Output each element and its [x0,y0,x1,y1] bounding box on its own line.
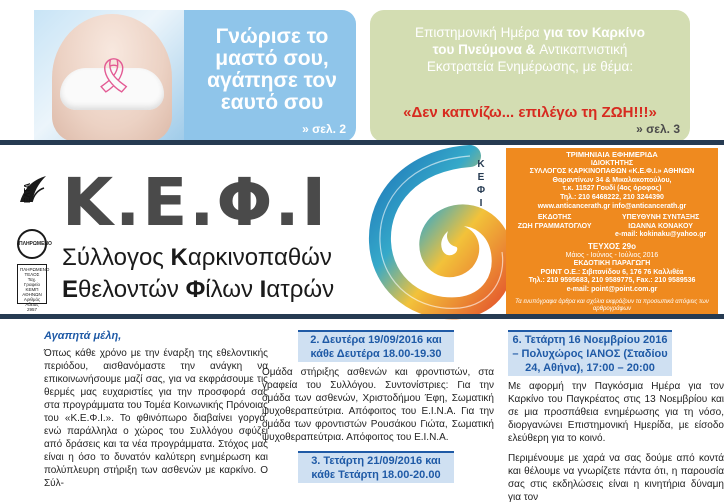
info-people [506,214,718,240]
info-owner: ΣΥΛΛΟΓΟΣ ΚΑΡΚΙΝΟΠΑΘΩΝ «Κ.Ε.Φ.Ι.» ΑΘΗΝΩΝ [529,168,695,176]
sub-text: ίλων [205,276,260,303]
column-2-text: Ομάδα στήριξης ασθενών και φροντιστών, στα γραφεία του Συλλόγου. Συντονίστριες: Για την ομάδα των ασθενών, Χριστοδήμου Έφη, Σωματική ψυχοθεραπεύτρια. Απόφοιτος του Ε.Ι.Ν.Α. Για την ομάδα των φροντιστών Ρουσάκου Γιώτα, Σωματική ψυχοθεραπεύτρια. Απόφοιτος του Ε.Ι.Ν.Α. [262,367,494,443]
headline-line: μαστό σου, [215,47,329,70]
sub-text: Σύλλογος [62,244,171,271]
editor-email[interactable]: e-mail: kokinaku@yahoo.gr [615,231,707,239]
info-footer: Τα ενυπόγραφα άρθρα και σχόλια εκφράζουν τα προσωπικά απόψεις των αρθρογράφων [515,298,709,312]
vertical-letter: Φ [476,185,486,196]
column-1-text: Όπως κάθε χρόνο με την έναρξη της εθελοντικής περιόδου, αισθανόμαστε την ανάγκη να επικοινωνήσουμε μαζί σας, για να εκφράσουμε τις θερμές μας ευχαριστίες για την προσφορά σας στα προγράμματα του Τομέα Κοινωνικής Πρόνοιας του «Κ.Ε.Φ.Ι.». Το φθινόπωρο διαβαίνει γοργά, ενώ παράλληλα ο χώρος του Συλλόγου σφύζει από δράσεις και τα νέα προγράμματα. Στόχος μας είναι η όσο το δυνατόν καλύτερη ενημέρωση και πολύπλευρη στήριξη των ασθενών με καρκίνο. Ο Σύλ- [44,348,268,489]
editor-label: ΥΠΕΥΘΥΝΗ ΣΥΝΤΑΞΗΣ [622,214,700,222]
spacer [262,444,494,451]
association-name-line1 [62,244,332,272]
column-3 [508,330,724,504]
printer-name: POINT Ο.Ε.: Σιβιτανίδου 6, 176 76 Καλλιθέα [540,268,684,276]
vertical-letter: Ε [477,172,485,183]
headline-line: αγάπησε τον [207,69,337,92]
column-1 [44,330,268,490]
info-owner-label: ΙΔΙΟΚΤΗΤΗΣ [590,159,634,167]
event-heading-6: 6. Τετάρτη 16 Νοεμβρίου 2016 – Πολυχώρος ΙΑΝΟΣ (Σταδίου 24, Αθήνα), 17:00 – 20:00 [508,330,672,376]
publisher-name: ΖΩΗ ΓΡΑΜΜΑΤΟΓΛΟΥ [517,222,592,230]
issue-number: ΤΕΥΧΟΣ 29ο [588,241,636,251]
vertical-letter: Ι [479,198,483,209]
column-3-text-2: Περιμένουμε με χαρά να σας δούμε από κοντά και θέλουμε να γνωρίζετε πάντα ότι, η παρουσία σας στις εκδηλώσεις είναι η κινητήρια δύναμη για τον [508,453,724,503]
sub-initial: Φ [185,276,206,303]
publication-info-box [506,148,718,316]
event-heading-2: 2. Δευτέρα 19/09/2016 και κάθε Δευτέρα 18.00-19.30 [298,330,454,362]
kefi-logo: Κ.Ε.Φ.Ι [62,164,329,241]
info-web[interactable]: www.anticancerath.gr info@anticancerath.gr [537,202,687,210]
printer-label: ΕΚΔΟΤΙΚΗ ΠΑΡΑΓΩΓΗ [573,260,651,268]
spacer [508,445,724,452]
info-type: ΤΡΙΜΗΝΙΑΙΑ ΕΦΗΜΕΡΙΔΑ [566,150,658,159]
headline-line: εαυτό σου [220,91,324,114]
spiral-shell-logo [372,150,508,314]
association-name-line2 [62,276,334,304]
event-title [378,24,682,75]
issue-date: Μάιος - Ιούνιος - Ιούλιος 2016 [565,251,659,259]
title-part: του Πνεύμονα & [432,42,540,57]
masthead-top-rule [0,140,724,145]
info-postal: τ.κ. 11527 Γουδί (4ος όροφος) [562,185,662,193]
printer-phone: Τηλ.: 210 9595683, 210 9589775, Fax.: 210 9589536 [528,277,696,285]
sub-text: θελοντών [78,276,186,303]
elta-label: ΕΛΤΑ [23,182,32,203]
publisher-label: ΕΚΔΟΤΗΣ [537,214,572,222]
elta-bird-icon [16,172,48,222]
page-ref-right[interactable]: » σελ. 3 [636,122,680,136]
vertical-letter: Κ [477,159,485,170]
title-part: Εκστρατεία Ενημέρωσης, με θέμα: [426,59,634,74]
sub-initial: Κ [170,244,188,271]
greeting: Αγαπητά μέλη, [44,330,122,342]
event-slogan: «Δεν καπνίζω... επιλέγω τη ΖΩΗ!!!» [403,104,657,121]
masthead-bottom-rule [0,314,724,319]
title-part: για τον Καρκίνο [543,25,645,40]
postage-rect-stamp: ΠΛΗΡΩΜΕΝΟ ΤΕΛΟΣ Ταχ. Γραφείο ΚΕΜΠ ΑΘΗΝΩΝ Αριθμός Άδειας 2957 [17,264,47,304]
postage-circle-stamp: ΠΛΗΡΩΜΕΝΟ [17,229,47,259]
title-part: Αντικαπνιστική [539,42,628,57]
column-3-text-1: Με αφορμή την Παγκόσμια Ημέρα για τον Καρκίνο του Παγκρέατος στις 13 Νοεμβρίου και σε μια προσπάθεια ενημέρωσης για τη νόσο, διοργανώνει Επιστημονική Ημερίδα, με είσοδο ελεύθερη για το κοινό. [508,381,724,444]
teaser-breast-health[interactable] [34,10,356,142]
editor-name: ΙΩΑΝΝΑ ΚΟΝΑΚΟΥ [628,222,693,230]
pink-ribbon-icon: 🎗 [92,57,136,95]
kefi-vertical-letters [476,158,486,210]
sub-text: αρκινοπαθών [187,244,332,271]
teaser-lung-day[interactable] [370,10,690,142]
sub-initial: Ι [259,276,267,303]
event-heading-3: 3. Τετάρτη 21/09/2016 και κάθε Τετάρτη 18.00-20.00 [298,451,454,483]
editor-block [615,214,706,240]
teaser-left-headline [192,26,352,114]
column-2 [262,330,494,487]
page-ref-left[interactable]: » σελ. 2 [302,122,346,136]
info-phone: Τηλ.: 210 6468222, 210 3244390 [560,193,664,201]
info-address: Θαραντίνων 34 & Μικαλακοπούλου, [552,176,672,184]
pink-ribbon-photo [34,10,184,142]
headline-line: Γνώρισε το [215,25,329,48]
publisher-block [518,214,592,240]
sub-text: ατρών [266,276,335,303]
sub-initial: Ε [62,276,79,303]
printer-email[interactable]: e-mail: point@point.com.gr [566,285,658,293]
title-part: Επιστημονική Ημέρα [415,25,544,40]
